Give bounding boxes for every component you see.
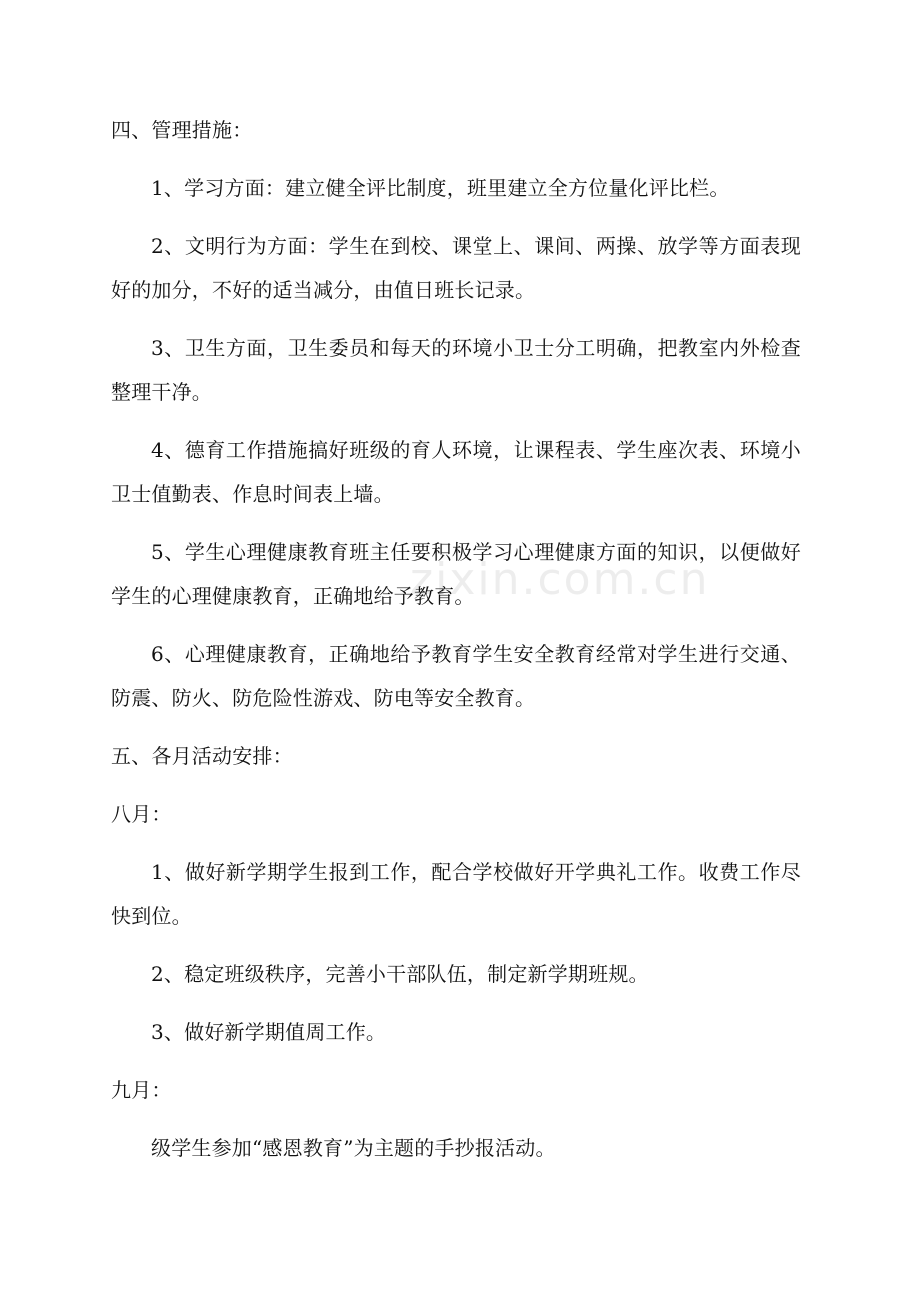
paragraph-study: 1、学习方面：建立健全评比制度，班里建立全方位量化评比栏。 bbox=[151, 176, 730, 200]
paragraph-august-item-3: 3、做好新学期值周工作。 bbox=[151, 1020, 387, 1044]
paragraph-safety-education: 6、心理健康教育，正确地给予教育学生安全教育经常对学生进行交通、防震、防火、防危险性游戏、防电等安全教育。 bbox=[111, 642, 801, 710]
paragraph-august-item-2: 2、稳定班级秩序，完善小干部队伍，制定新学期班规。 bbox=[151, 962, 649, 986]
paragraph-august-item-1: 1、做好新学期学生报到工作，配合学校做好开学典礼工作。收费工作尽快到位。 bbox=[111, 860, 801, 928]
watermark: zixin.com.cn bbox=[410, 554, 710, 605]
paragraph-september-item: 级学生参加“感恩教育”为主题的手抄报活动。 bbox=[151, 1136, 556, 1160]
paragraph-civilized-behavior: 2、文明行为方面：学生在到校、课堂上、课间、两操、放学等方面表现好的加分，不好的适当减分，由值日班长记录。 bbox=[111, 234, 801, 302]
section-heading-monthly-activities: 五、各月活动安排： bbox=[111, 744, 293, 768]
section-heading-management-measures: 四、管理措施： bbox=[111, 118, 253, 142]
paragraph-hygiene: 3、卫生方面，卫生委员和每天的环境小卫士分工明确，把教室内外检查整理干净。 bbox=[111, 336, 801, 404]
paragraph-mental-health: 5、学生心理健康教育班主任要积极学习心理健康方面的知识，以便做好学生的心理健康教育，正确地给予教育。 bbox=[111, 540, 801, 608]
month-heading-august: 八月： bbox=[111, 802, 172, 826]
month-heading-september: 九月： bbox=[111, 1078, 172, 1102]
document-content bbox=[111, 108, 801, 1184]
paragraph-moral-education: 4、德育工作措施搞好班级的育人环境，让课程表、学生座次表、环境小卫士值勤表、作息时间表上墙。 bbox=[111, 438, 801, 506]
